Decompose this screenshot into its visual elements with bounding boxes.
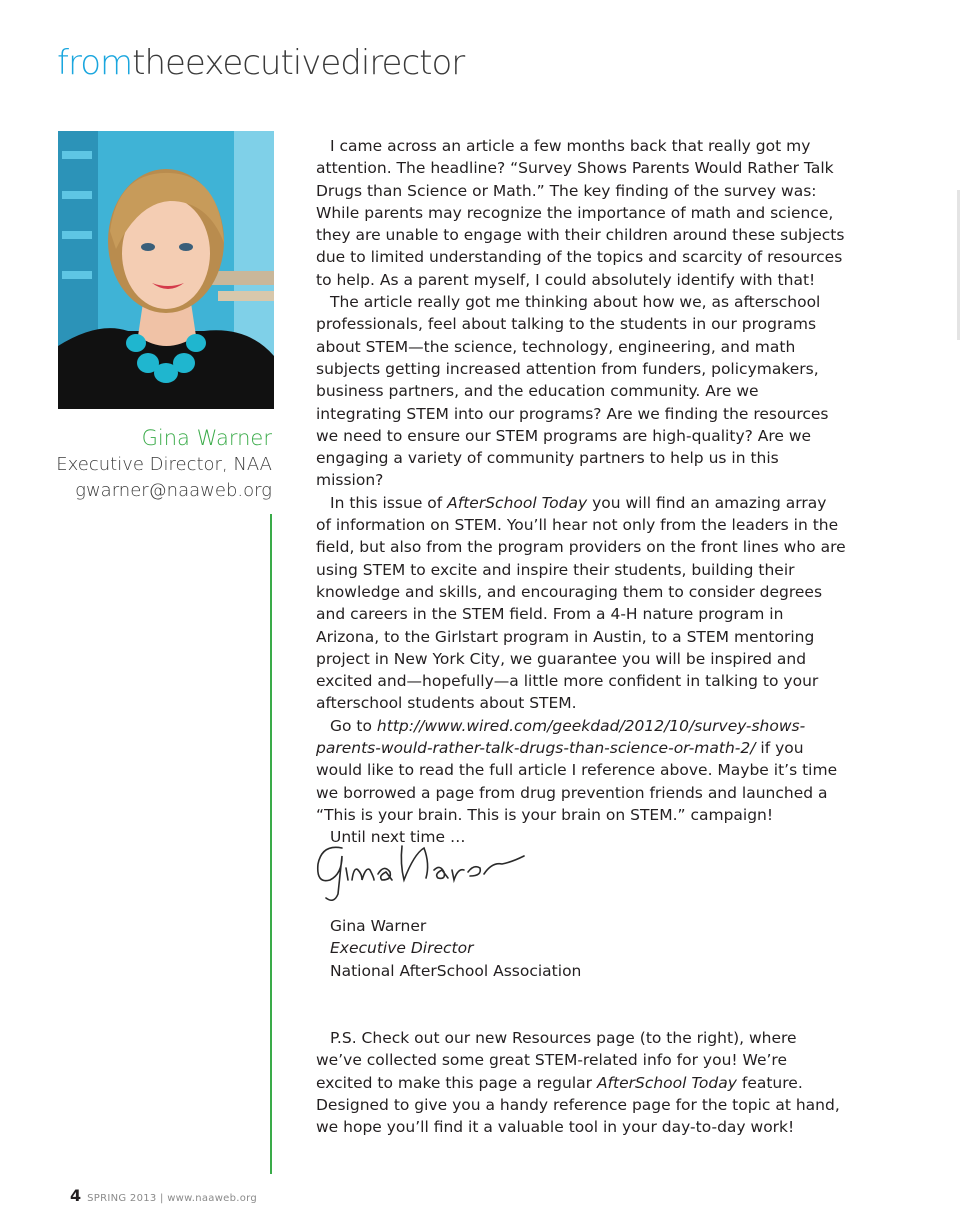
postscript-start: P.S. Check out our new Resources page (to the right), where we’ve collected some great STEM-related info for you! We’re excited to make this page a regular (316, 1029, 797, 1092)
green-divider (270, 514, 272, 1174)
paragraph-4-rest: if you would like to read the full article I reference above. Maybe it’s time we borrowed a page from drug prevention friends and launched a “This is your brain. This is your brain on STEM.” campaign! (316, 739, 838, 824)
page-number: 4 (70, 1186, 82, 1205)
paragraph-4 (316, 715, 846, 826)
magazine-title: AfterSchool Today (447, 493, 588, 512)
postscript-magazine-title: AfterSchool Today (596, 1073, 737, 1092)
paragraph-3-start: In this issue of (330, 493, 448, 512)
author-info (40, 424, 272, 504)
paragraph-3 (316, 492, 846, 715)
paragraph-5: Until next time … (330, 828, 466, 847)
header-rest: theexecutivedirector (132, 43, 465, 83)
signature-block (330, 915, 581, 982)
signer-org: National AfterSchool Association (330, 961, 582, 980)
paragraph-3-rest: you will find an amazing array of information on STEM. You’ll hear not only from the leaders in the field, but also from the program providers on the front lines who are using STEM to excite and inspire their students, building their knowledge and skills, and encouraging them to consider degrees and careers in the STEM field. From a 4-H nature program in Arizona, to the Girlstart program in Austin, to a STEM mentoring project in New York City, we guarantee you will be inspired and excited and—hopefully—a little more confident in talking to your afterschool students about STEM. (316, 493, 846, 713)
article-url[interactable]: http://www.wired.com/geekdad/2012/10/survey-shows-parents-would-rather-talk-drugs-than-science-or-math-2/ (316, 716, 806, 758)
author-photo (58, 131, 274, 409)
page-footer (70, 1186, 257, 1205)
postscript-rest: feature. Designed to give you a handy reference page for the topic at hand, we hope you’ll find it a valuable tool in your day-to-day work! (316, 1073, 840, 1137)
paragraph-2: The article really got me thinking about how we, as afterschool professionals, feel about talking to the students in our programs about STEM—the science, technology, engineering, and math subjects getting increased attention from funders, policymakers, business partners, and the education community. Are we integrating STEM into our programs? Are we finding the resources we need to ensure our STEM programs are high-quality? Are we engaging a variety of community partners to help us in this mission? (316, 293, 829, 490)
author-email[interactable]: gwarner@naaweb.org (75, 480, 272, 501)
signer-role: Executive Director (330, 939, 474, 958)
signer-name: Gina Warner (330, 917, 427, 935)
paragraph-4-start: Go to (330, 716, 377, 735)
postscript-text (316, 1027, 846, 1138)
handwritten-signature (312, 834, 532, 906)
footer-text: SPRING 2013 | www.naaweb.org (87, 1193, 258, 1204)
author-name: Gina Warner (141, 426, 272, 450)
author-title: Executive Director, NAA (56, 454, 272, 475)
letter-body (316, 135, 846, 849)
postscript (316, 1027, 846, 1138)
paragraph-1: I came across an article a few months back that really got my attention. The headline? “Survey Shows Parents Would Rather Talk Drugs than Science or Math.” The key finding of the survey was: While parents may recognize the importance of math and science, they are unable to engage with their children around these subjects due to limited understanding of the topics and scarcity of resources to help. As a parent myself, I could absolutely identify with that! (316, 137, 845, 289)
header-accent: from (57, 43, 133, 83)
section-header (57, 42, 464, 84)
